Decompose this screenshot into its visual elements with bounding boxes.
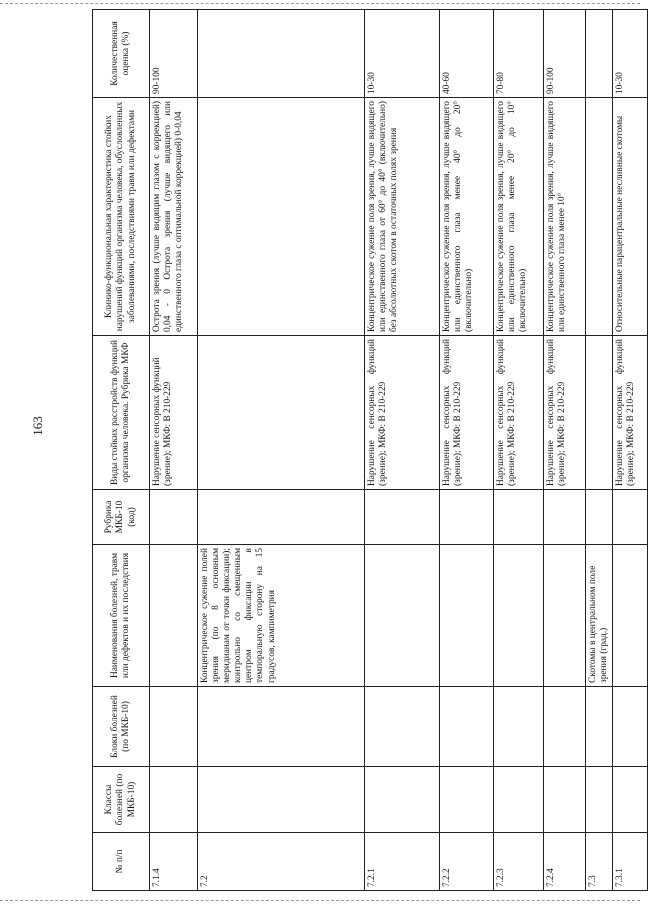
cell-class bbox=[586, 767, 613, 833]
cell-name bbox=[365, 545, 440, 687]
cell-code bbox=[494, 490, 544, 545]
cell-characteristic: Концентрическое сужение поля зрения, лучше видящего или единственного глаза менее 10° bbox=[544, 98, 586, 336]
cell-characteristic: Относительные парацентральные несливные скотомы bbox=[613, 98, 648, 336]
header-block: Блоки болезней (по МКБ-10) bbox=[93, 687, 150, 767]
table-row bbox=[365, 10, 440, 891]
classification-table bbox=[92, 9, 648, 891]
cell-name bbox=[440, 545, 494, 687]
cell-block bbox=[150, 687, 198, 767]
cell-name bbox=[494, 545, 544, 687]
page-number: 163 bbox=[30, 416, 45, 436]
cell-num: 7.2.2 bbox=[440, 833, 494, 891]
cell-score: 90-100 bbox=[150, 10, 198, 98]
cell-characteristic: Концентрическое сужение поля зрения, лучше видящего или единственного глаза менее 40° до 20° (включительно) bbox=[440, 98, 494, 336]
cell-characteristic bbox=[586, 98, 613, 336]
cell-name bbox=[544, 545, 586, 687]
cell-score: 70-80 bbox=[494, 10, 544, 98]
header-score: Количественная оценка (%) bbox=[93, 10, 150, 98]
cell-type: Нарушение сенсорных функций (зрение); МКФ: В 210-229 bbox=[613, 336, 648, 490]
cell-type: Нарушение сенсорных функций (зрение); МКФ: В 210-229 bbox=[365, 336, 440, 490]
cell-code bbox=[198, 490, 365, 545]
cell-num: 7.2 bbox=[198, 833, 365, 891]
cell-code bbox=[440, 490, 494, 545]
cell-code bbox=[544, 490, 586, 545]
cell-num: 7.1.4 bbox=[150, 833, 198, 891]
table-row bbox=[198, 10, 365, 891]
cell-characteristic: Концентрическое сужение поля зрения, лучше видящего или единственного глаза от 60° до 40° (включительно) без абсолютных скотом в остаточных полях зрения bbox=[365, 98, 440, 336]
header-name: Наименования болезней, травм или дефектов и их последствия bbox=[93, 545, 150, 687]
table-row bbox=[440, 10, 494, 891]
cell-num: 7.3 bbox=[586, 833, 613, 891]
cell-score bbox=[198, 10, 365, 98]
header-type: Виды стойких расстройств функций организма человека. Рубрика МКФ bbox=[93, 336, 150, 490]
header-num: № п/п bbox=[93, 833, 150, 891]
cell-num: 7.2.3 bbox=[494, 833, 544, 891]
cell-num: 7.3.1 bbox=[613, 833, 648, 891]
cell-num: 7.2.4 bbox=[544, 833, 586, 891]
cell-name: Скотомы в центральном поле зрения (град.) bbox=[586, 545, 613, 687]
cell-block bbox=[586, 687, 613, 767]
document-page bbox=[92, 10, 637, 891]
cell-characteristic bbox=[198, 98, 365, 336]
cell-characteristic: Концентрическое сужение поля зрения, лучше видящего или единственного глаза менее 20° до 10° (включительно) bbox=[494, 98, 544, 336]
landscape-content bbox=[92, 10, 637, 891]
cell-score: 40-60 bbox=[440, 10, 494, 98]
scan-edge-bottom bbox=[0, 900, 640, 901]
cell-code bbox=[586, 490, 613, 545]
cell-name: Концентрическое сужение полей зрения (по 8 основным меридианам от точки фиксации); контрольно со смещенным центром фиксации в темпоральную сторону на 15 градусов, кампиметрия bbox=[198, 545, 365, 687]
cell-block bbox=[198, 687, 365, 767]
cell-type bbox=[586, 336, 613, 490]
table-row bbox=[150, 10, 198, 891]
table-row bbox=[494, 10, 544, 891]
cell-type: Нарушение сенсорных функций (зрение); МКФ: В 210-229 bbox=[544, 336, 586, 490]
cell-block bbox=[494, 687, 544, 767]
table-row bbox=[544, 10, 586, 891]
table-row bbox=[613, 10, 648, 891]
cell-class bbox=[150, 767, 198, 833]
scan-edge-top bbox=[0, 3, 640, 4]
header-class: Классы болезней (по МКБ-10) bbox=[93, 767, 150, 833]
cell-class bbox=[440, 767, 494, 833]
header-code: Рубрика МКБ-10 (код) bbox=[93, 490, 150, 545]
cell-characteristic: Острота зрения (лучше видящим глазом с коррекцией) 0,04 - 0 Острота зрения (лучше видящего или единственного глаза с оптимальной коррекцией) 0-0,04 bbox=[150, 98, 198, 336]
cell-score: 10-30 bbox=[365, 10, 440, 98]
cell-block bbox=[440, 687, 494, 767]
cell-block bbox=[365, 687, 440, 767]
cell-block bbox=[613, 687, 648, 767]
cell-code bbox=[613, 490, 648, 545]
cell-score bbox=[586, 10, 613, 98]
cell-type: Нарушение сенсорных функций (зрение); МКФ: В 210-229 bbox=[440, 336, 494, 490]
cell-score: 90-100 bbox=[544, 10, 586, 98]
cell-type: Нарушение сенсорных функций (зрение); МКФ: В 210-229 bbox=[494, 336, 544, 490]
cell-class bbox=[613, 767, 648, 833]
cell-code bbox=[365, 490, 440, 545]
cell-class bbox=[198, 767, 365, 833]
cell-class bbox=[494, 767, 544, 833]
cell-block bbox=[544, 687, 586, 767]
table-header-row bbox=[93, 10, 150, 891]
cell-num: 7.2.1 bbox=[365, 833, 440, 891]
cell-type: Нарушение сенсорных функций (зрение); МКФ: В 210-229 bbox=[150, 336, 198, 490]
cell-name bbox=[613, 545, 648, 687]
cell-name bbox=[150, 545, 198, 687]
cell-score: 10-30 bbox=[613, 10, 648, 98]
table-row bbox=[586, 10, 613, 891]
cell-class bbox=[365, 767, 440, 833]
cell-type bbox=[198, 336, 365, 490]
cell-class bbox=[544, 767, 586, 833]
header-characteristic: Клинико-функциональная характеристика стойких нарушений функций организма человека, обусловленных заболеваниями, последствиями травм или дефектами bbox=[93, 98, 150, 336]
cell-code bbox=[150, 490, 198, 545]
